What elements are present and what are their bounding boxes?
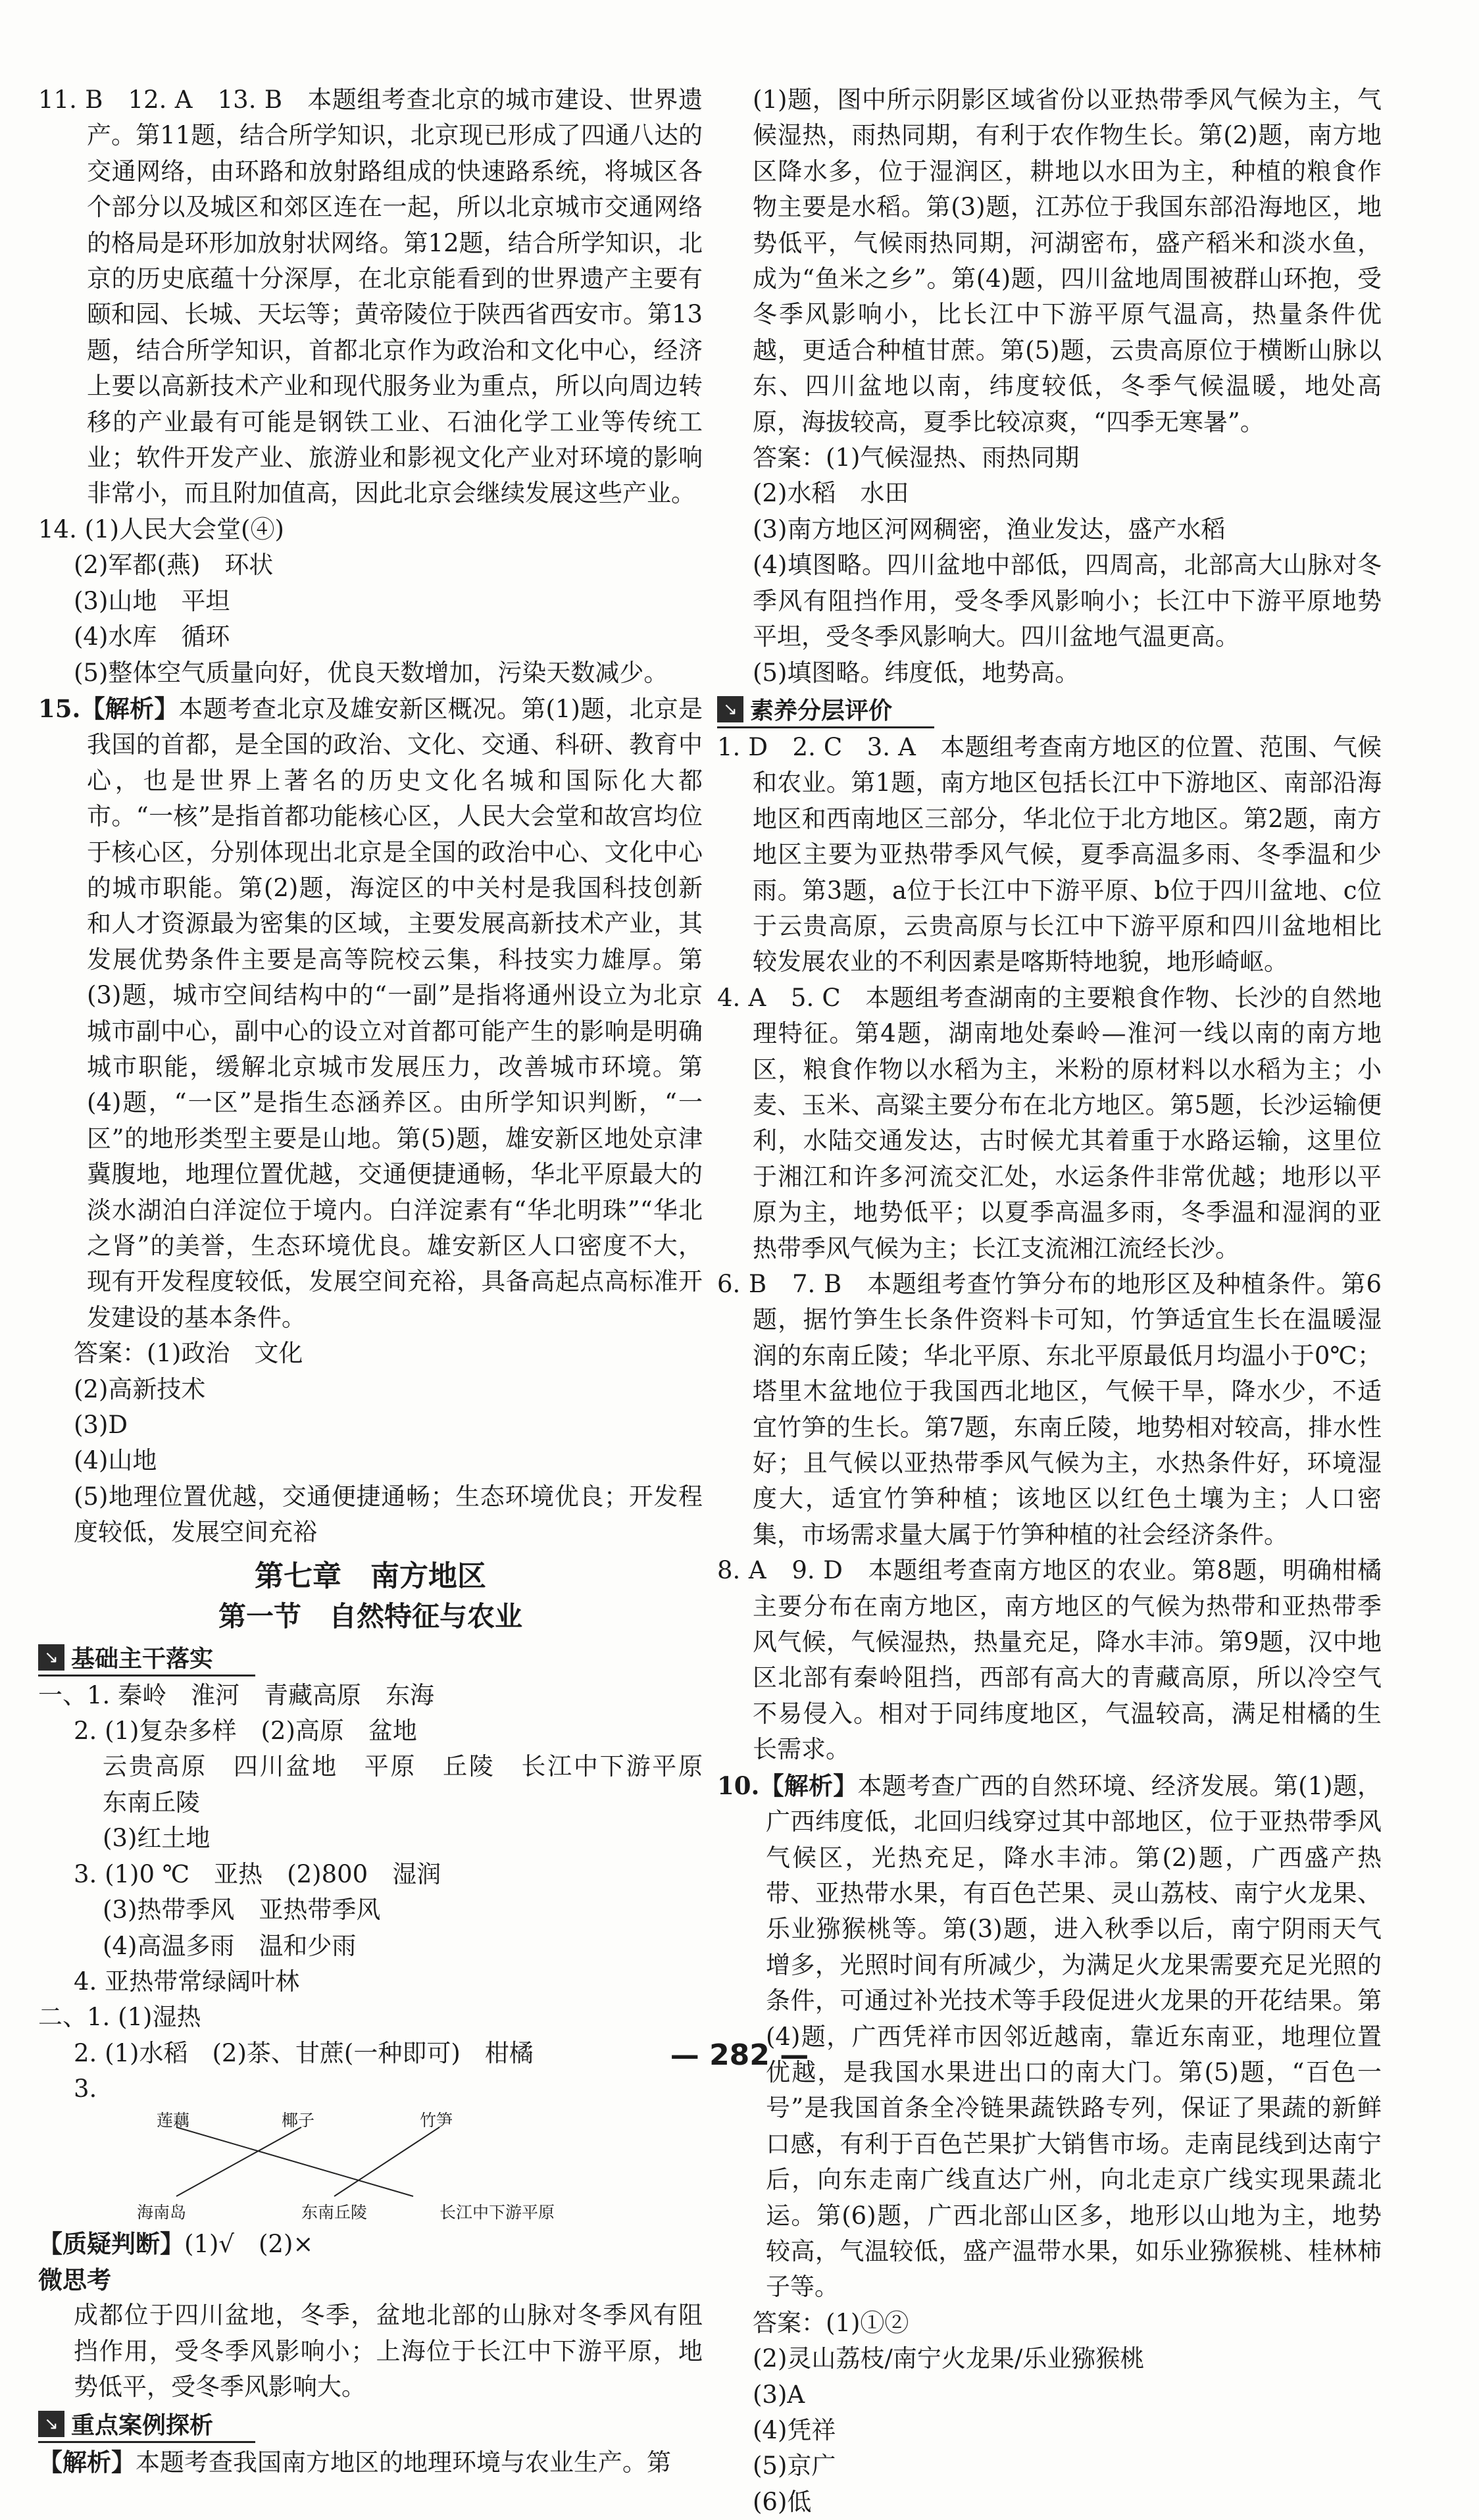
q15-text: 本题考查北京及雄安新区概况。第(1)题，北京是我国的首都，是全国的政治、文化、交通、科研、教育中心，也是世界上著名的历史文化名城和国际化大都市。“一核”是指首都功能核心区，人民大会堂和故宫均位于核心区，分别体现出北京是全国的政治中心、文化中心的城市职能。第(2)题，海淀区的中关村是我国科技创新和人才资源最为密集的区域，主要发展高新技术产业，其发展优势条件主要是高等院校云集，科技实力雄厚。第(3)题，城市空间结构中的“一副”是指将通州设立为北京城市副中心，副中心的设立对首都可能产生的影响是明确城市职能，缓解北京城市发展压力，改善城市环境。第(4)题，“一区”是指生态涵养区。由所学知识判断，“一区”的地形类型主要是山地。第(5)题，雄安新区地处京津冀腹地，地理位置优越，交通便捷通畅，华北平原最大的淡水湖泊白洋淀位于境内。白洋淀素有“华北明珠”“华北之肾”的美誉，生态环境优良。雄安新区人口密度不大，现有开发程度较低，发展空间充裕，具备高起点高标准开发建设的基本条件。 (87, 694, 703, 1332)
q14-answer-1: 14. (1)人民大会堂(④) (38, 515, 284, 543)
q10-answer-5: (5)京广 (753, 2452, 836, 2481)
match-line-lotus (176, 2127, 413, 2196)
page-number: — 282 — (670, 2038, 809, 2072)
section-bar-basics (38, 1640, 255, 1676)
basics-line-5: 3. (1)0 ℃ 亚热 (2)800 湿润 (74, 1859, 441, 1888)
case-answer-5: (5)填图略。纬度低，地势高。 (753, 658, 1080, 687)
q15-answer-3: (3)D (74, 1411, 128, 1440)
q10-answer-4: (4)凭祥 (753, 2416, 836, 2444)
q10-text: 本题考查广西的自然环境、经济发展。第(1)题，广西纬度低，北回归线穿过其中部地区，位于亚热带季风气候区，光热充足，降水丰沛。第(2)题，广西盛产热带、亚热带水果，有百色芒果、灵山荔枝、南宁火龙果、乐业猕猴桃等。第(3)题，进入秋季以后，南宁阴雨天气增多，光照时间有所减少，为满足火龙果需要充足光照的条件，可通过补光技术等手段促进火龙果的开花结果。第(4)题，广西凭祥市因邻近越南，靠近东南亚，地理位置优越，是我国水果进出口的南大门。第(5)题，“百色一号”是我国首条全冷链果蔬铁路专列，保证了果蔬的新鲜口感，有利于百色芒果扩大销售市场。走南昆线到达南宁后，向东走南广线直达广州，向北走京广线实现果蔬北运。第(6)题，广西北部山区多，地形以山地为主，地势较高，气温较低，盛产温带水果，如乐业猕猴桃、桂林柿子等。 (766, 1771, 1382, 2302)
arrow-corner-icon: ↘ (38, 2411, 64, 2437)
match-top-2: 椰子 (282, 2110, 315, 2130)
q14-answer-5: (5)整体空气质量向好，优良天数增加，污染天数减少。 (74, 658, 668, 687)
q14-answer-2: (2)军都(燕) 环状 (74, 551, 274, 580)
case-answer-3: (3)南方地区河网稠密，渔业发达，盛产水稻 (753, 515, 1226, 543)
q6-7-answer: 6. B 7. B 本题组考查竹笋分布的地形区及种植条件。第6题，据竹笋生长条件资料卡可知，竹笋适宜生长在温暖湿润的东南丘陵；华北平原、东北平原最低月均温小于0℃；塔里木盆地位于我国西北地区，气候干旱，降水少，不适宜竹笋的生长。第7题，东南丘陵，地势相对较高，排水性好；且气候以亚热带季风气候为主，水热条件好，环境湿度大，适宜竹笋种植；该地区以红色土壤为主；人口密集，市场需求量大属于竹笋种植的社会经济条件。 (717, 1270, 1382, 1549)
section-title: 第一节 自然特征与农业 (218, 1600, 522, 1632)
q15-answer-1: 答案：(1)政治 文化 (74, 1339, 303, 1368)
micro-think-text: 成都位于四川盆地，冬季，盆地北部的山脉对冬季风有阻挡作用，受冬季风影响小；上海位于长江中下游平原，地势低平，受冬季风影响大。 (74, 2301, 703, 2402)
match-bottom-1: 海南岛 (137, 2202, 187, 2222)
basics-line-11: 3. (74, 2075, 97, 2104)
section-bar-label: 重点案例探析 (71, 2412, 214, 2440)
left-column (38, 82, 727, 2481)
q15-answer-4: (4)山地 (74, 1446, 157, 1475)
q10-answer-1: 答案：(1)①② (753, 2308, 909, 2337)
basics-line-3: 云贵高原 四川盆地 平原 丘陵 长江中下游平原 东南丘陵 (103, 1752, 727, 1817)
basics-line-10: 2. (1)水稻 (2)茶、甘蔗(一种即可) 柑橘 (74, 2038, 534, 2067)
case-analysis-start (38, 2444, 703, 2481)
case-answer-2: (2)水稻 水田 (753, 479, 909, 508)
match-line-coconut (176, 2127, 301, 2196)
q14-answer-4: (4)水库 循环 (74, 622, 230, 651)
judge-text: (1)√ (2)× (184, 2229, 314, 2258)
section-bar-label: 基础主干落实 (71, 1646, 214, 1673)
q10-answer-3: (3)A (753, 2380, 805, 2409)
q10-label: 10.【解析】 (717, 1771, 858, 1800)
q15-answer-2: (2)高新技术 (74, 1374, 206, 1403)
q4-5-answer: 4. A 5. C 本题组考查湖南的主要粮食作物、长沙的自然地理特征。第4题，湖南地处秦岭—淮河一线以南的南方地区，粮食作物以水稻为主，米粉的原材料以水稻为主；小麦、玉米、高粱主要分布在北方地区。第5题，长沙运输便利，水陆交通发达，古时候尤其着重于水路运输，这里位于湘江和许多河流交汇处，水运条件非常优越；地形以平原为主，地势低平；以夏季高温多雨，冬季温和湿润的亚热带季风气候为主；长江支流湘江流经长沙。 (717, 983, 1382, 1263)
q15-answer-5: (5)地理位置优越，交通便捷通畅；生态环境优良；开发程度较低，发展空间充裕 (74, 1482, 703, 1547)
basics-line-7: (4)高温多雨 温和少雨 (103, 1931, 357, 1960)
match-top-1: 莲藕 (157, 2110, 190, 2130)
case-answer-1: 答案：(1)气候湿热、雨热同期 (753, 443, 1080, 472)
arrow-corner-icon: ↘ (38, 1644, 64, 1671)
q14-answer-3: (3)山地 平坦 (74, 586, 230, 615)
right-column (717, 82, 1382, 2520)
section-bar-case (38, 2407, 255, 2443)
q10-answer-2: (2)灵山荔枝/南宁火龙果/乐业猕猴桃 (753, 2344, 1145, 2373)
q15-analysis (38, 691, 703, 1336)
basics-line-4: (3)红土地 (103, 1824, 211, 1853)
q8-9-answer: 8. A 9. D 本题组考查南方地区的农业。第8题，明确柑橘主要分布在南方地区，南方地区的气候为热带和亚热带季风气候，气候湿热，热量充足，降水丰沛。第9题，汉中地区北部有秦岭阻挡，西部有高大的青藏高原，所以冷空气不易侵入。相对于同纬度地区，气温较高，满足柑橘的生长需求。 (717, 1556, 1382, 1764)
match-bottom-2: 东南丘陵 (301, 2202, 368, 2222)
case-label: 【解析】 (38, 2447, 136, 2477)
q10-analysis (717, 1768, 1382, 2306)
basics-line-8: 4. 亚热带常绿阔叶林 (74, 1967, 300, 1996)
q15-label: 15.【解析】 (38, 693, 179, 723)
case-text: 本题考查我国南方地区的地理环境与农业生产。第 (136, 2448, 671, 2477)
section-bar-label: 素养分层评价 (750, 697, 893, 725)
arrow-corner-icon: ↘ (717, 696, 743, 722)
judge-label: 【质疑判断】 (38, 2229, 184, 2258)
basics-line-2: 2. (1)复杂多样 (2)高原 盆地 (74, 1717, 417, 1746)
case-answer-4: (4)填图略。四川盆地中部低，四周高，北部高大山脉对冬季风有阻挡作用，受冬季风影响小；长江中下游平原地势平坦，受冬季风影响大。四川盆地气温更高。 (753, 551, 1382, 651)
q10-answer-6: (6)低 (753, 2487, 812, 2516)
match-line-bamboo (334, 2127, 439, 2196)
q11-13-answer: 11. B 12. A 13. B 本题组考查北京的城市建设、世界遗产。第11题，结合所学知识，北京现已形成了四通八达的交通网络，由环路和放射路组成的快速路系统，将城区各个部分以及城区和郊区连在一起，所以北京城市交通网络的格局是环形加放射状网络。第12题，结合所学知识，北京的历史底蕴十分深厚，在北京能看到的世界遗产主要有颐和园、长城、天坛等；黄帝陵位于陕西省西安市。第13题，结合所学知识，首都北京作为政治和文化中心，经济上要以高新技术产业和现代服务业为重点，所以向周边转移的产业最有可能是钢铁工业、石油化学工业等传统工业；软件开发产业、旅游业和影视文化产业对环境的影响非常小，而且附加值高，因此北京会继续发展这些产业。 (38, 86, 703, 508)
crop-matching-diagram (137, 2107, 611, 2226)
basics-line-1: 一、1. 秦岭 淮河 青藏高原 东海 (38, 1680, 435, 1709)
case-analysis-continued: (1)题，图中所示阴影区域省份以亚热带季风气候为主，气候湿热，雨热同期，有利于农作物生长。第(2)题，南方地区降水多，位于湿润区，耕地以水田为主，种植的粮食作物主要是水稻。第(3)题，江苏位于我国东部沿海地区，地势低平，气候雨热同期，河湖密布，盛产稻米和淡水鱼，成为“鱼米之乡”。第(4)题，四川盆地周围被群山环抱，受冬季风影响小，比长江中下游平原气温高，热量条件优越，更适合种植甘蔗。第(5)题，云贵高原位于横断山脉以东、四川盆地以南，纬度较低，冬季气候温暖，地处高原，海拔较高，夏季比较凉爽，“四季无寒暑”。 (753, 86, 1382, 436)
section-bar-evaluation (717, 692, 934, 728)
basics-line-6: (3)热带季风 亚热带季风 (103, 1896, 381, 1925)
micro-think-label: 微思考 (38, 2265, 111, 2294)
basics-line-9: 二、1. (1)湿热 (38, 2003, 201, 2032)
chapter-title: 第七章 南方地区 (255, 1559, 486, 1593)
match-bottom-3: 长江中下游平原 (439, 2202, 555, 2222)
match-top-3: 竹笋 (420, 2110, 453, 2130)
judge-line (38, 2226, 703, 2262)
q1-3-answer: 1. D 2. C 3. A 本题组考查南方地区的位置、范围、气候和农业。第1题，南方地区包括长江中下游地区、南部沿海地区和西南地区三部分，华北位于北方地区。第2题，南方地区主要为亚热带季风气候，夏季高温多雨、冬季温和少雨。第3题，a位于长江中下游平原、b位于四川盆地、c位于云贵高原，云贵高原与长江中下游平原和四川盆地相比较发展农业的不利因素是喀斯特地貌，地形崎岖。 (717, 732, 1382, 976)
